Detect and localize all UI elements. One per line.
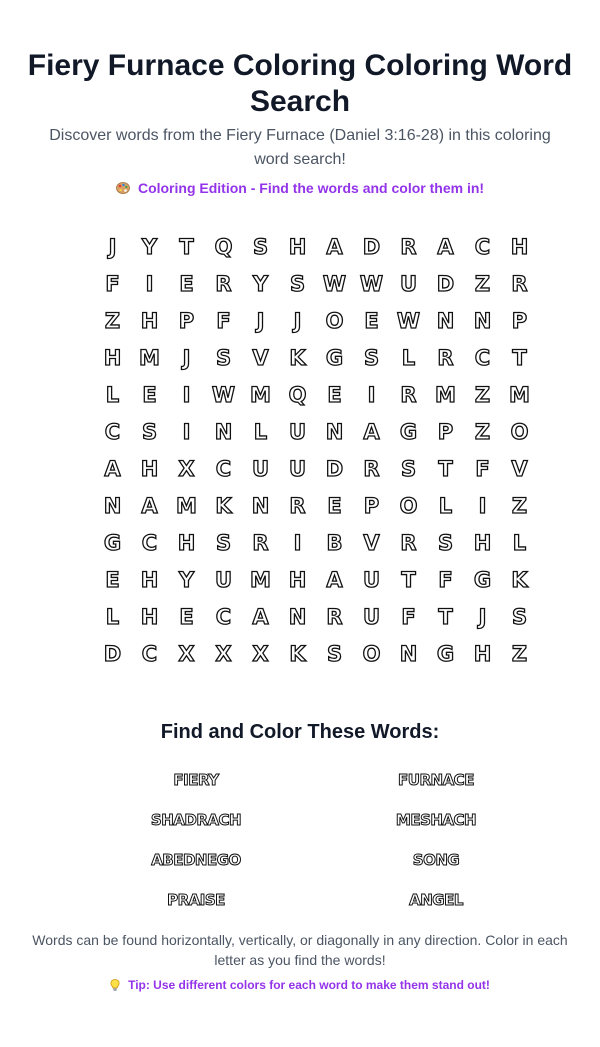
grid-cell[interactable]: Z bbox=[511, 493, 528, 518]
grid-cell[interactable]: D bbox=[103, 641, 122, 666]
word-list-item: ABEDNEGO bbox=[151, 851, 241, 869]
grid-cell[interactable]: H bbox=[473, 641, 492, 666]
grid-cell[interactable]: U bbox=[214, 567, 233, 592]
grid-cell[interactable]: J bbox=[182, 345, 191, 370]
grid-cell[interactable]: T bbox=[512, 345, 527, 370]
grid-cell[interactable]: Z bbox=[474, 271, 491, 296]
grid-cell[interactable]: S bbox=[511, 604, 528, 629]
grid-cell[interactable]: O bbox=[325, 308, 344, 333]
grid-cell[interactable]: X bbox=[178, 641, 195, 666]
grid-cell[interactable]: G bbox=[399, 419, 418, 444]
grid-cell[interactable]: C bbox=[215, 456, 232, 481]
grid-cell[interactable]: N bbox=[214, 419, 233, 444]
grid-cell[interactable]: A bbox=[326, 567, 343, 592]
grid-cell[interactable]: P bbox=[363, 493, 380, 518]
grid-cell[interactable]: N bbox=[436, 308, 455, 333]
grid-cell[interactable]: L bbox=[253, 419, 268, 444]
grid-cell[interactable]: K bbox=[289, 641, 306, 666]
grid-cell[interactable]: T bbox=[401, 567, 416, 592]
grid-cell[interactable]: B bbox=[326, 530, 343, 555]
grid-cell[interactable]: L bbox=[438, 493, 453, 518]
grid-cell[interactable]: F bbox=[401, 604, 416, 629]
grid-cell[interactable]: R bbox=[400, 530, 417, 555]
grid-cell[interactable]: D bbox=[325, 456, 344, 481]
grid-cell[interactable]: E bbox=[142, 382, 157, 407]
tip-text: Tip: Use different colors for each word to make them stand out! bbox=[128, 978, 490, 992]
grid-cell[interactable]: F bbox=[216, 308, 231, 333]
grid-cell[interactable]: M bbox=[176, 493, 197, 518]
grid-cell[interactable]: N bbox=[325, 419, 344, 444]
grid-cell[interactable]: A bbox=[363, 419, 380, 444]
grid-cell[interactable]: M bbox=[435, 382, 456, 407]
grid-cell[interactable]: I bbox=[293, 530, 302, 555]
grid-cell[interactable]: I bbox=[145, 271, 154, 296]
grid-cell[interactable]: R bbox=[400, 234, 417, 259]
grid-cell[interactable]: U bbox=[288, 419, 307, 444]
grid-cell[interactable]: W bbox=[322, 271, 347, 296]
grid-cell[interactable]: J bbox=[256, 308, 265, 333]
grid-cell[interactable]: R bbox=[363, 456, 380, 481]
grid-cell[interactable]: O bbox=[399, 493, 418, 518]
grid-cell[interactable]: L bbox=[512, 530, 527, 555]
grid-cell[interactable]: J bbox=[293, 308, 302, 333]
grid-cell[interactable]: A bbox=[141, 493, 158, 518]
grid-cell[interactable]: C bbox=[474, 345, 491, 370]
grid-cell[interactable]: I bbox=[182, 382, 191, 407]
grid-cell[interactable]: G bbox=[436, 641, 455, 666]
grid-cell[interactable]: U bbox=[399, 271, 418, 296]
coloring-edition-text: Coloring Edition - Find the words and color them in! bbox=[137, 180, 485, 196]
grid-cell[interactable]: T bbox=[438, 604, 453, 629]
grid-cell[interactable]: H bbox=[473, 530, 492, 555]
grid-cell[interactable]: E bbox=[179, 271, 194, 296]
grid-cell[interactable]: R bbox=[289, 493, 306, 518]
grid-cell[interactable]: S bbox=[215, 530, 232, 555]
grid-cell[interactable]: U bbox=[362, 604, 381, 629]
grid-cell[interactable]: S bbox=[437, 530, 454, 555]
grid-cell[interactable]: M bbox=[250, 382, 271, 407]
instructions-text: Words can be found horizontally, vertically, or diagonally in any direction. Color in each letter as you find the words! bbox=[32, 932, 568, 968]
grid-cell[interactable]: G bbox=[103, 530, 122, 555]
grid-cell[interactable]: F bbox=[475, 456, 490, 481]
grid-cell[interactable]: Z bbox=[474, 419, 491, 444]
grid-cell[interactable]: M bbox=[250, 567, 271, 592]
word-list-item: SONG bbox=[412, 851, 460, 869]
grid-cell[interactable]: V bbox=[363, 530, 380, 555]
grid-cell[interactable]: E bbox=[364, 308, 379, 333]
grid-cell[interactable]: R bbox=[511, 271, 528, 296]
grid-cell[interactable]: H bbox=[177, 530, 196, 555]
grid-cell[interactable]: T bbox=[438, 456, 453, 481]
tip-banner bbox=[0, 976, 600, 994]
word-list-heading: Find and Color These Words: bbox=[160, 721, 440, 743]
grid-cell[interactable]: Q bbox=[288, 382, 307, 407]
grid-cell[interactable]: E bbox=[105, 567, 120, 592]
word-list-item: PRAISE bbox=[167, 891, 225, 909]
word-search-grid[interactable] bbox=[94, 228, 538, 672]
grid-cell[interactable]: C bbox=[104, 419, 121, 444]
grid-cell[interactable]: L bbox=[105, 604, 120, 629]
grid-cell[interactable]: L bbox=[401, 345, 416, 370]
grid-cell[interactable]: N bbox=[288, 604, 307, 629]
grid-cell[interactable]: S bbox=[215, 345, 232, 370]
grid-cell[interactable]: F bbox=[438, 567, 453, 592]
word-list-item: FURNACE bbox=[398, 771, 474, 789]
grid-cell[interactable]: F bbox=[105, 271, 120, 296]
grid-cell[interactable]: O bbox=[510, 419, 529, 444]
grid-cell[interactable]: L bbox=[105, 382, 120, 407]
grid-cell[interactable]: H bbox=[140, 456, 159, 481]
grid-cell[interactable]: I bbox=[478, 493, 487, 518]
grid-cell[interactable]: Y bbox=[178, 567, 195, 592]
grid-cell[interactable]: R bbox=[437, 345, 454, 370]
grid-cell[interactable]: P bbox=[511, 308, 528, 333]
grid-cell[interactable]: S bbox=[363, 345, 380, 370]
grid-cell[interactable]: D bbox=[436, 271, 455, 296]
grid-cell[interactable]: P bbox=[437, 419, 454, 444]
grid-cell[interactable]: E bbox=[327, 493, 342, 518]
grid-cell[interactable]: R bbox=[215, 271, 232, 296]
coloring-edition-banner bbox=[0, 178, 600, 198]
grid-cell[interactable]: Z bbox=[474, 382, 491, 407]
grid-cell[interactable]: E bbox=[179, 604, 194, 629]
grid-cell[interactable]: W bbox=[211, 382, 236, 407]
grid-cell[interactable]: H bbox=[140, 604, 159, 629]
grid-cell[interactable]: K bbox=[289, 345, 306, 370]
grid-cell[interactable]: K bbox=[511, 567, 528, 592]
grid-cell[interactable]: H bbox=[140, 308, 159, 333]
grid-cell[interactable]: A bbox=[252, 604, 269, 629]
grid-cell[interactable]: Z bbox=[104, 308, 121, 333]
grid-cell[interactable]: C bbox=[474, 234, 491, 259]
grid-cell[interactable]: S bbox=[141, 419, 158, 444]
palette-icon bbox=[116, 182, 130, 194]
grid-cell[interactable]: A bbox=[326, 234, 343, 259]
page-subtitle: Discover words from the Fiery Furnace (Daniel 3:16-28) in this coloring word search! bbox=[49, 127, 551, 168]
grid-cell[interactable]: V bbox=[252, 345, 269, 370]
grid-cell[interactable]: A bbox=[437, 234, 454, 259]
grid-cell[interactable]: H bbox=[103, 345, 122, 370]
grid-cell[interactable]: G bbox=[473, 567, 492, 592]
grid-cell[interactable]: N bbox=[399, 641, 418, 666]
grid-cell[interactable]: S bbox=[289, 271, 306, 296]
grid-cell[interactable]: K bbox=[215, 493, 232, 518]
grid-cell[interactable]: W bbox=[396, 308, 421, 333]
grid-cell[interactable]: W bbox=[359, 271, 384, 296]
grid-cell[interactable]: M bbox=[139, 345, 160, 370]
grid-cell[interactable]: D bbox=[362, 234, 381, 259]
grid-cell[interactable]: R bbox=[252, 530, 269, 555]
grid-cell[interactable]: H bbox=[140, 567, 159, 592]
grid-cell[interactable]: S bbox=[326, 641, 343, 666]
grid-cell[interactable]: Y bbox=[141, 234, 158, 259]
grid-cell[interactable]: C bbox=[141, 641, 158, 666]
grid-cell[interactable]: A bbox=[104, 456, 121, 481]
grid-cell[interactable]: H bbox=[288, 567, 307, 592]
grid-cell[interactable]: C bbox=[215, 604, 232, 629]
grid-cell[interactable]: T bbox=[179, 234, 194, 259]
grid-cell[interactable]: Q bbox=[214, 234, 233, 259]
grid-cell[interactable]: G bbox=[325, 345, 344, 370]
grid-cell[interactable]: J bbox=[478, 604, 487, 629]
grid-cell[interactable]: I bbox=[367, 382, 376, 407]
grid-cell[interactable]: X bbox=[252, 641, 269, 666]
word-list-item: MESHACH bbox=[395, 811, 477, 829]
grid-cell[interactable]: V bbox=[511, 456, 528, 481]
grid-cell[interactable]: X bbox=[178, 456, 195, 481]
grid-cell[interactable]: R bbox=[326, 604, 343, 629]
grid-cell[interactable]: I bbox=[182, 419, 191, 444]
lightbulb-icon bbox=[110, 978, 120, 990]
word-list bbox=[76, 760, 556, 920]
grid-cell[interactable]: S bbox=[252, 234, 269, 259]
grid-cell[interactable]: J bbox=[108, 234, 117, 259]
grid-cell[interactable]: U bbox=[251, 456, 270, 481]
grid-cell[interactable]: N bbox=[251, 493, 270, 518]
grid-cell[interactable]: N bbox=[473, 308, 492, 333]
grid-cell[interactable]: Z bbox=[511, 641, 528, 666]
grid-cell[interactable]: H bbox=[510, 234, 529, 259]
grid-cell[interactable]: S bbox=[400, 456, 417, 481]
grid-cell[interactable]: E bbox=[327, 382, 342, 407]
grid-cell[interactable]: O bbox=[362, 641, 381, 666]
grid-cell[interactable]: H bbox=[288, 234, 307, 259]
grid-cell[interactable]: C bbox=[141, 530, 158, 555]
grid-cell[interactable]: P bbox=[178, 308, 195, 333]
grid-cell[interactable]: R bbox=[400, 382, 417, 407]
grid-cell[interactable]: M bbox=[509, 382, 530, 407]
word-list-item: FIERY bbox=[173, 771, 219, 789]
grid-cell[interactable]: U bbox=[288, 456, 307, 481]
grid-cell[interactable]: X bbox=[215, 641, 232, 666]
grid-cell[interactable]: Y bbox=[252, 271, 269, 296]
word-list-item: ANGEL bbox=[409, 891, 463, 909]
grid-cell[interactable]: U bbox=[362, 567, 381, 592]
word-list-item: SHADRACH bbox=[150, 811, 242, 829]
grid-cell[interactable]: N bbox=[103, 493, 122, 518]
page-title: Fiery Furnace Coloring Coloring Word Search bbox=[27, 49, 573, 118]
